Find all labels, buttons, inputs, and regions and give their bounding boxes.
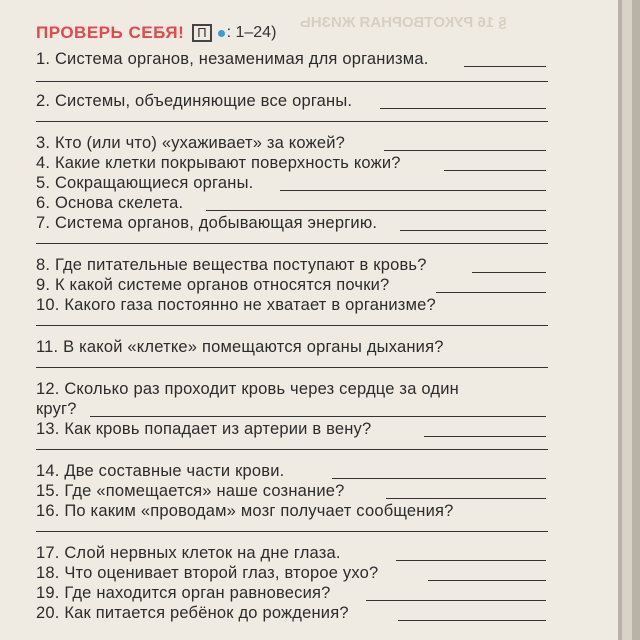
section-title: ПРОВЕРЬ СЕБЯ! [36,23,185,42]
question-line [36,134,548,156]
answer-line[interactable] [366,600,546,601]
question-line [36,380,548,402]
question-text: 17. Слой нервных клеток на дне глаза. [36,544,341,562]
answer-line[interactable] [280,190,546,191]
question-text: круг? [36,400,77,418]
question-line [36,420,548,442]
question-line [36,502,548,524]
answer-line[interactable] [436,292,546,293]
question-text: 4. Какие клетки покрывают поверхность кожи? [36,154,401,172]
question-line [36,584,548,606]
answer-line[interactable] [36,243,548,244]
answer-line[interactable] [400,230,546,231]
answer-line[interactable] [396,560,546,561]
question-text: 5. Сокращающиеся органы. [36,174,254,192]
answer-line[interactable] [206,210,546,211]
question-line [36,174,548,196]
answer-line[interactable] [36,531,548,532]
question-text: 8. Где питательные вещества поступают в кровь? [36,256,427,274]
question-line [36,92,548,114]
question-text: 3. Кто (или что) «ухаживает» за кожей? [36,134,346,152]
question-text: 20. Как питается ребёнок до рождения? [36,604,349,622]
question-text: 12. Сколько раз проходит кровь через сердце за один [36,380,459,398]
answer-line[interactable] [428,580,546,581]
question-line [36,338,548,360]
answer-line[interactable] [398,620,546,621]
answer-line[interactable] [36,81,548,82]
book-edge [618,0,640,640]
answer-line[interactable] [36,121,548,122]
question-line [36,604,548,626]
question-text: 1. Система органов, незаменимая для организма. [36,50,429,68]
answer-line[interactable] [424,436,546,437]
question-line [36,194,548,216]
bleed-through-text: § 16 РУКОТВОРНАЯ ЖИЗНЬ [300,14,507,31]
question-text: 6. Основа скелета. [36,194,184,212]
question-line [36,400,548,422]
question-line [36,564,548,586]
answer-line[interactable] [464,66,546,67]
question-line [36,544,548,566]
question-text: 9. К какой системе органов относятся почки? [36,276,390,294]
question-text: 19. Где находится орган равновесия? [36,584,331,602]
section-header [36,20,276,46]
question-line [36,154,548,176]
question-line [36,50,548,72]
question-line [36,462,548,484]
question-line [36,276,548,298]
answer-line[interactable] [380,108,546,109]
question-text: 14. Две составные части крови. [36,462,285,480]
answer-line[interactable] [472,272,546,273]
textbook-badge: П [192,24,211,42]
answer-line[interactable] [36,325,548,326]
question-text: 13. Как кровь попадает из артерии в вену? [36,420,372,438]
question-text: 18. Что оценивает второй глаз, второе ухо? [36,564,379,582]
answer-line[interactable] [332,478,546,479]
question-text: 11. В какой «клетке» помещаются органы дыхания? [36,338,444,356]
question-text: 15. Где «помещается» наше сознание? [36,482,345,500]
question-text: 2. Системы, объединяющие все органы. [36,92,353,110]
page-range: : 1–24) [226,24,277,41]
answer-line[interactable] [386,498,546,499]
question-line [36,296,548,318]
answer-line[interactable] [36,449,548,450]
dot-icon [218,30,225,37]
question-text: 7. Система органов, добывающая энергию. [36,214,378,232]
question-line [36,482,548,504]
question-text: 16. По каким «проводам» мозг получает сообщения? [36,502,454,520]
answer-line[interactable] [444,170,546,171]
question-line [36,256,548,278]
answer-line[interactable] [90,416,546,417]
answer-line[interactable] [384,150,546,151]
question-text: 10. Какого газа постоянно не хватает в организме? [36,296,436,314]
answer-line[interactable] [36,367,548,368]
question-line [36,214,548,236]
